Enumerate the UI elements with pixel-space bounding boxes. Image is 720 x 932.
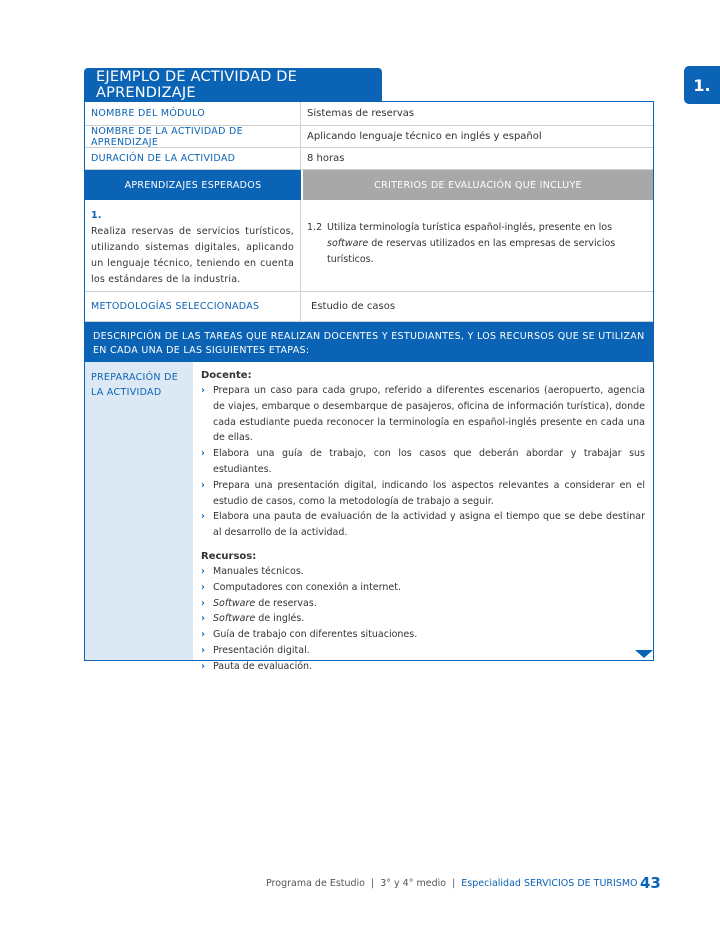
footer-program: Programa de Estudio (266, 878, 365, 889)
module-label: NOMBRE DEL MÓDULO (85, 102, 301, 125)
criteria-number: 1.2 (307, 222, 323, 233)
duration-label: DURACIÓN DE LA ACTIVIDAD (85, 148, 301, 169)
resources-list (201, 564, 645, 675)
chevron-right-icon: › (201, 581, 205, 593)
resource-item (201, 580, 645, 596)
methodology-value: Estudio de casos (311, 301, 396, 312)
activity-value: Aplicando lenguaje técnico en inglés y español (307, 131, 542, 142)
chevron-right-icon: › (201, 613, 205, 625)
chevron-right-icon: › (201, 479, 205, 491)
table-header-row (85, 170, 653, 200)
footer-specialty: Especialidad SERVICIOS DE TURISMO (461, 878, 638, 889)
teacher-task-list (201, 383, 645, 541)
description-header-row (85, 322, 653, 362)
resource-item (201, 596, 645, 612)
chevron-right-icon: › (201, 629, 205, 641)
teacher-task-item (201, 478, 645, 510)
stage-label: PREPARACIÓN DE LA ACTIVIDAD (85, 362, 193, 660)
module-value: Sistemas de reservas (307, 108, 415, 119)
activity-table (84, 101, 654, 672)
resource-text: Manuales técnicos. (213, 565, 304, 577)
footer-level: 3° y 4° medio (380, 878, 447, 889)
footer (266, 878, 638, 889)
expected-learning-number: 1. (91, 210, 102, 221)
chapter-tab: 1. (684, 66, 720, 104)
learning-row (85, 200, 653, 292)
stage-content (193, 362, 653, 672)
chevron-right-icon: › (201, 385, 205, 396)
resource-italic-text: Software (213, 613, 256, 625)
resource-item (201, 643, 645, 659)
activity-label: NOMBRE DE LA ACTIVIDAD DE APRENDIZAJE (85, 126, 301, 147)
criteria-item (307, 220, 647, 268)
resource-item (201, 564, 645, 580)
resources-title: Recursos: (201, 550, 257, 562)
stage-row (85, 362, 653, 672)
resource-item (201, 627, 645, 643)
resource-text: Computadores con conexión a internet. (213, 581, 401, 593)
corner-triangle-icon (635, 650, 653, 658)
criteria-text-part: de reservas utilizados en las empresas de servicios turísticos. (327, 238, 616, 265)
teacher-task-item (201, 383, 645, 446)
teacher-title: Docente: (201, 370, 252, 381)
resource-text: Pauta de evaluación. (213, 660, 313, 672)
chevron-right-icon: › (201, 644, 205, 656)
chevron-right-icon: › (201, 448, 205, 460)
teacher-task-text: Elabora una pauta de evaluación de la actividad y asigna el tiempo que se debe destinar al desarrollo de la actividad. (213, 511, 645, 539)
teacher-task-text: Prepara una presentación digital, indicando los aspectos relevantes a considerar en el estudio de casos, como la metodología de trabajo a seguir. (213, 479, 645, 507)
resource-text: de inglés. (255, 613, 305, 625)
teacher-task-text: Prepara un caso para cada grupo, referido a diferentes escenarios (aeropuerto, agencia de viajes, embarque o desembarque de pasajeros, oficina de información turística), donde cada estudiante pueda reconocer la terminología en español-inglés presente en cada una de ellas. (213, 385, 645, 444)
page-title: EJEMPLO DE ACTIVIDAD DE APRENDIZAJE (84, 68, 382, 102)
chevron-right-icon: › (201, 597, 205, 609)
footer-separator: | (452, 878, 456, 889)
duration-value: 8 horas (307, 153, 345, 164)
resource-text: Presentación digital. (213, 644, 310, 656)
teacher-task-text: Elabora una guía de trabajo, con los casos que deberán abordar y trabajar sus estudiantes. (213, 448, 645, 475)
methodology-row (85, 292, 653, 322)
expected-learning-text: Realiza reservas de servicios turísticos, utilizando sistemas digitales, aplicando un lenguaje técnico, teniendo en cuenta los estándares de la industria. (91, 226, 294, 285)
page-number: 43 (640, 874, 661, 892)
activity-row (85, 126, 653, 148)
footer-separator: | (371, 878, 375, 889)
criteria-text-part: Utiliza terminología turística español-inglés, presente en los (327, 222, 613, 233)
module-row (85, 102, 653, 126)
teacher-task-item (201, 509, 645, 541)
criteria-text (327, 220, 647, 268)
criteria-header: CRITERIOS DE EVALUACIÓN QUE INCLUYE (301, 170, 653, 200)
resource-text: Guía de trabajo con diferentes situaciones. (213, 629, 418, 641)
resource-italic-text: Software (213, 597, 256, 609)
expected-learning-header: APRENDIZAJES ESPERADOS (85, 170, 301, 200)
chevron-right-icon: › (201, 660, 205, 672)
criteria-cell (301, 200, 653, 291)
chevron-right-icon: › (201, 511, 205, 523)
resource-item (201, 611, 645, 627)
chevron-right-icon: › (201, 565, 205, 577)
criteria-text-italic: software (327, 238, 369, 249)
teacher-task-item (201, 446, 645, 478)
resource-text: de reservas. (255, 597, 317, 609)
description-header: DESCRIPCIÓN DE LAS TAREAS QUE REALIZAN DOCENTES Y ESTUDIANTES, Y LOS RECURSOS QUE SE UTILIZAN EN CADA UNA DE LAS SIGUIENTES ETAPAS: (93, 331, 645, 356)
methodology-label: METODOLOGÍAS SELECCIONADAS (85, 292, 301, 321)
expected-learning-cell (85, 200, 301, 291)
duration-row (85, 148, 653, 170)
resource-item (201, 659, 645, 675)
